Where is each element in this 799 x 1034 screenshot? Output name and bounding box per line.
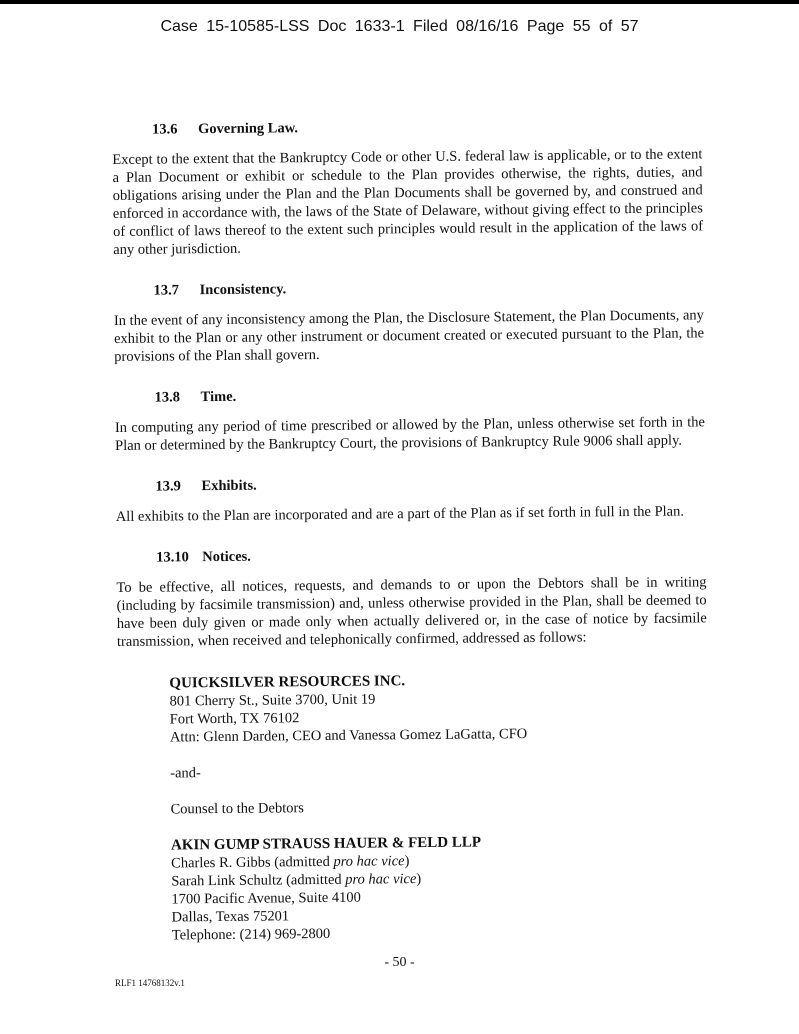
section-paragraph-governing-law: Except to the extent that the Bankruptcy Code or other U.S. federal law is applicable, or to the extent a Plan Document or exhibit or schedule to the Plan provides otherwise, the rights, duties, and obligations arising under the Plan and the Plan Documents shall be governed by, and construed and enforced in accordance with, the laws of the State of Delaware, without giving effect to the principles of conflict of laws thereof to the extent such principles would result in the application of the laws of any other jurisdiction. bbox=[112, 146, 704, 258]
address-line: Dallas, Texas 75201 bbox=[171, 908, 290, 926]
closing-paren: ) bbox=[404, 853, 410, 870]
section-heading-13-10 bbox=[116, 544, 706, 567]
pro-hac-vice-text: pro hac vice bbox=[333, 853, 405, 870]
section-heading-13-9 bbox=[115, 473, 705, 496]
section-paragraph-time: In computing any period of time prescribed or allowed by the Plan, unless otherwise set forth in the Plan or determined by the Bankruptcy Court, the provisions of Bankruptcy Rule 9006 shall apply. bbox=[114, 414, 705, 454]
attorney-name: Charles R. Gibbs (admitted bbox=[171, 853, 334, 872]
law-firm-name: AKIN GUMP STRAUSS HAUER & FELD LLP bbox=[170, 834, 482, 854]
section-heading-13-8 bbox=[115, 384, 705, 407]
address-line: Fort Worth, TX 76102 bbox=[169, 710, 300, 728]
document-id-footer: RLF1 14768132v.1 bbox=[115, 978, 185, 988]
section-heading-13-6 bbox=[112, 116, 702, 139]
section-title: Inconsistency. bbox=[199, 281, 287, 299]
notice-address-debtors bbox=[117, 669, 710, 945]
attention-line: Attn: Glenn Darden, CEO and Vanessa Gomez LaGatta, CFO bbox=[169, 726, 528, 746]
section-title: Notices. bbox=[202, 548, 251, 566]
section-paragraph-notices: To be effective, all notices, requests, and demands to or upon the Debtors shall be in writing (including by facsimile transmission) and, unless otherwise provided in the Plan, shall be deemed to have been duly given or made only when actually delivered or, in the case of notice by facsimile transmission, when received and telephonically confirmed, addressed as follows: bbox=[116, 574, 707, 650]
counsel-label: Counsel to the Debtors bbox=[170, 800, 304, 818]
section-number: 13.9 bbox=[155, 478, 181, 495]
case-stamp-header: Case 15-10585-LSS Doc 1633-1 Filed 08/16/16 Page 55 of 57 bbox=[160, 18, 639, 35]
telephone-line: Telephone: (214) 969-2800 bbox=[171, 925, 331, 944]
attorney-name: Sarah Link Schultz (admitted bbox=[171, 871, 346, 890]
section-paragraph-exhibits: All exhibits to the Plan are incorporated and are a part of the Plan as if set forth in full in the Plan. bbox=[115, 503, 685, 525]
section-number: 13.10 bbox=[156, 549, 189, 566]
document-body bbox=[112, 116, 710, 945]
closing-paren: ) bbox=[416, 871, 422, 888]
section-paragraph-inconsistency: In the event of any inconsistency among the Plan, the Disclosure Statement, the Plan Documents, any exhibit to the Plan or any other instrument or document created or executed pursuant to the Plan, the provisions of the Plan shall govern. bbox=[113, 307, 705, 365]
section-number: 13.8 bbox=[154, 389, 181, 406]
page-number: - 50 - bbox=[384, 955, 415, 970]
section-number: 13.6 bbox=[151, 121, 178, 138]
address-line: 801 Cherry St., Suite 3700, Unit 19 bbox=[169, 691, 376, 710]
section-title: Exhibits. bbox=[201, 477, 257, 495]
top-border-rule bbox=[0, 0, 799, 4]
company-name: QUICKSILVER RESOURCES INC. bbox=[169, 673, 406, 692]
pro-hac-vice-text: pro hac vice bbox=[345, 871, 417, 888]
and-separator: -and- bbox=[170, 765, 201, 782]
section-title: Time. bbox=[200, 388, 237, 406]
section-number: 13.7 bbox=[153, 282, 180, 299]
section-heading-13-7 bbox=[114, 277, 704, 300]
address-line: 1700 Pacific Avenue, Suite 4100 bbox=[171, 889, 361, 908]
section-title: Governing Law. bbox=[197, 120, 299, 138]
